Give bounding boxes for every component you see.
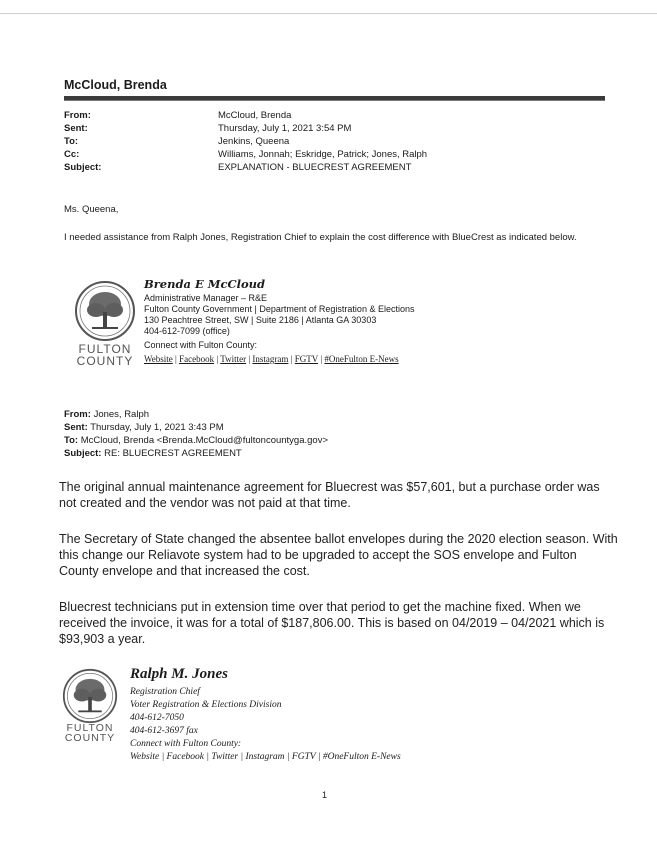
to-value: Jenkins, Queena <box>218 136 290 147</box>
signature-title: Administrative Manager – R&E <box>144 293 268 303</box>
signature2-fax: 404-612-3697 fax <box>130 726 198 736</box>
fwd-to-label: To: <box>64 435 79 446</box>
fwd-from-label: From: <box>64 409 91 420</box>
email-header-sent <box>64 122 584 135</box>
header-rule <box>64 96 605 101</box>
email-header-from <box>64 109 584 122</box>
cc-label: Cc: <box>64 149 80 160</box>
link-fgtv[interactable]: FGTV <box>294 354 319 364</box>
link-twitter[interactable]: Twitter <box>220 354 247 364</box>
greeting: Ms. Queena, <box>64 204 119 215</box>
logo-word-fulton: FULTON <box>78 342 132 356</box>
mailbox-owner-title: McCloud, Brenda <box>64 78 167 92</box>
logo2-word-fulton: FULTON <box>66 722 114 734</box>
subject-value: EXPLANATION - BLUECREST AGREEMENT <box>218 162 412 173</box>
fwd-subject-label: Subject: <box>64 448 102 459</box>
paragraph-envelopes: The Secretary of State changed the absentee ballot envelopes during the 2020 election season. With this change our Reliavote system had to be upgraded to accept the SOS envelope and Fulton County envelope and that increased the cost. <box>59 532 618 578</box>
fwd-to-value: McCloud, Brenda <Brenda.McCloud@fultoncountyga.gov> <box>80 435 329 446</box>
fwd-subject-value: RE: BLUECREST AGREEMENT <box>104 448 242 459</box>
fwd-sent-value: Thursday, July 1, 2021 3:43 PM <box>90 422 224 433</box>
from-value: McCloud, Brenda <box>218 110 292 121</box>
signature-department: Fulton County Government | Department of Registration & Elections <box>144 304 415 314</box>
paragraph-maintenance: The original annual maintenance agreement for Bluecrest was $57,601, but a purchase order was not created and the vendor was not paid at that time. <box>59 480 600 510</box>
link-instagram[interactable]: Instagram <box>252 354 289 364</box>
logo2-word-county: COUNTY <box>64 732 116 744</box>
signature-connect: Connect with Fulton County: <box>144 340 258 350</box>
paragraph-invoice: Bluecrest technicians put in extension time over that period to get the machine fixed. When we received the invoice, it was for a total of $187,806.00. This is based on 04/2019 – 04/2021 which is $93,903 a year. <box>59 600 605 646</box>
fwd-sent <box>64 422 224 434</box>
to-label: To: <box>64 136 79 147</box>
signature2-phone: 404-612-7050 <box>130 713 184 723</box>
fulton-county-seal-icon-2 <box>62 668 118 724</box>
email-header-subject <box>64 161 584 174</box>
link-website[interactable]: Website <box>144 354 173 364</box>
email-header-to <box>64 135 584 148</box>
fwd-sent-label: Sent: <box>64 422 88 433</box>
signature2-links[interactable]: Website | Facebook | Twitter | Instagram | FGTV | #OneFulton E-News <box>130 752 401 762</box>
scan-edge-line <box>0 13 657 14</box>
from-label: From: <box>64 110 91 121</box>
logo-word-county: COUNTY <box>76 354 134 368</box>
signature-name: Brenda E McCloud <box>144 277 266 291</box>
signature-phone: 404-612-7099 (office) <box>144 326 230 336</box>
page-number: 1 <box>322 790 328 800</box>
email-header-cc <box>64 148 584 161</box>
fwd-subject <box>64 448 242 460</box>
signature-links: Website | Facebook | Twitter | Instagram | FGTV | #OneFulton E-News <box>144 354 399 364</box>
sent-value: Thursday, July 1, 2021 3:54 PM <box>218 123 352 134</box>
signature2-division: Voter Registration & Elections Division <box>130 700 282 710</box>
subject-label: Subject: <box>64 162 102 173</box>
signature2-title: Registration Chief <box>130 687 200 697</box>
fwd-to <box>64 435 328 447</box>
link-facebook[interactable]: Facebook <box>179 354 215 364</box>
email1-body: I needed assistance from Ralph Jones, Registration Chief to explain the cost difference with BlueCrest as indicated below. <box>64 232 577 243</box>
sent-label: Sent: <box>64 123 88 134</box>
fwd-from-value: Jones, Ralph <box>93 409 150 420</box>
signature2-name: Ralph M. Jones <box>130 666 228 682</box>
signature2-connect: Connect with Fulton County: <box>130 739 242 749</box>
fulton-county-seal-icon <box>74 280 136 342</box>
fwd-from <box>64 409 149 421</box>
cc-value: Williams, Jonnah; Eskridge, Patrick; Jones, Ralph <box>218 149 428 160</box>
link-onefulton-enews[interactable]: #OneFulton E-News <box>324 354 399 364</box>
signature-address: 130 Peachtree Street, SW | Suite 2186 | Atlanta GA 30303 <box>144 315 377 325</box>
